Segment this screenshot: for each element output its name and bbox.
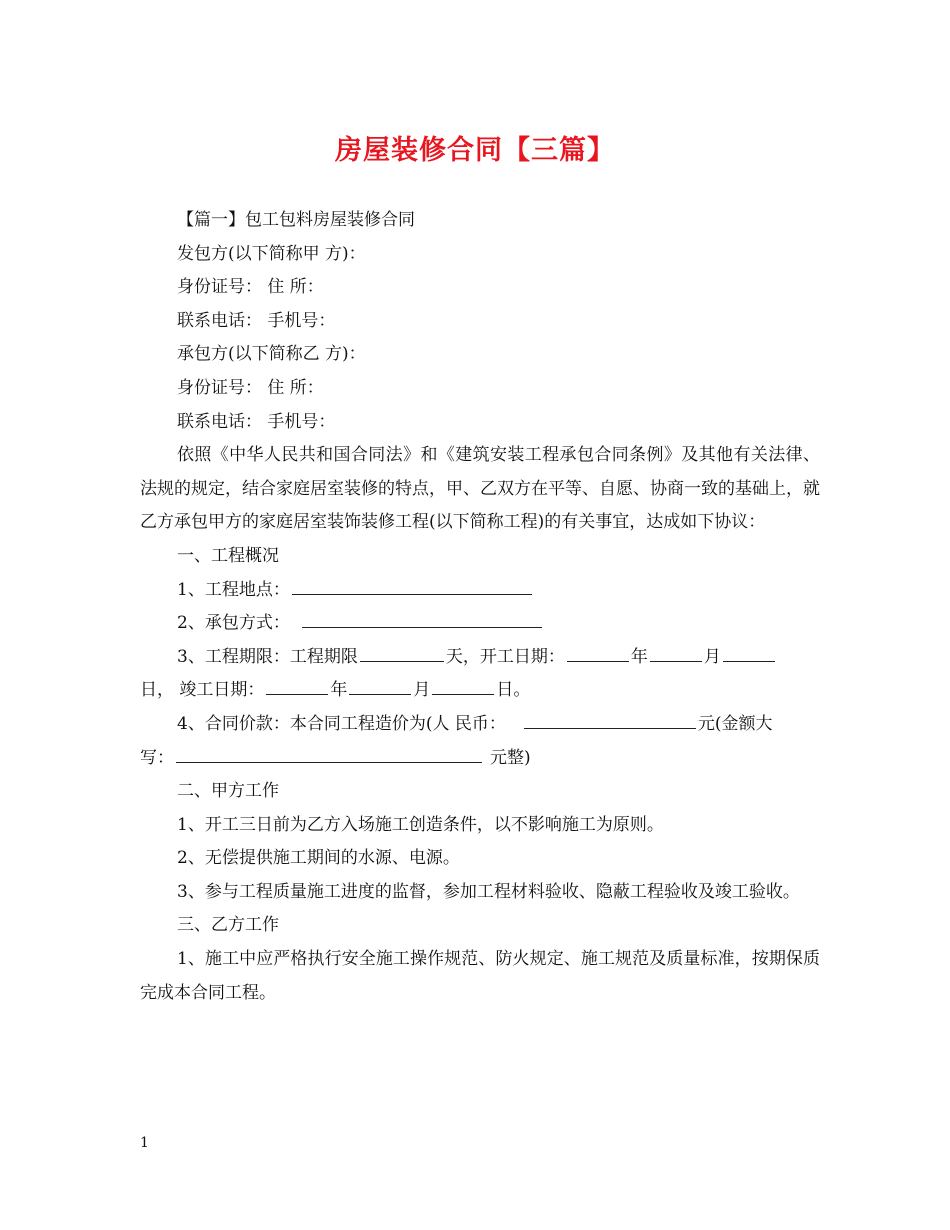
item-contract-mode — [140, 607, 820, 641]
section-one-heading: 一、工程概况 — [177, 545, 279, 566]
blank-line — [176, 744, 482, 763]
blank-line — [292, 576, 532, 595]
section-two-heading: 二、甲方工作 — [177, 781, 279, 802]
item-project-location — [140, 574, 820, 608]
party-b-id-line: 身份证号： 住 所： — [177, 377, 324, 398]
party-a-duty-3: 3、参与工程质量施工进度的监督，参加工程材料验收、隐蔽工程验收及竣工验收。 — [177, 881, 800, 902]
party-a-id-line: 身份证号： 住 所： — [177, 277, 324, 298]
item-label: 1、工程地点： — [177, 579, 290, 600]
party-a-line: 发包方(以下简称甲 方)： — [177, 243, 366, 264]
blank-line — [567, 643, 629, 662]
page-number: 1 — [140, 1135, 149, 1151]
blank-line — [266, 676, 328, 695]
section-heading-part-one: 【篇一】包工包料房屋装修合同 — [177, 210, 415, 230]
party-b-contact-line: 联系电话： 手机号： — [177, 411, 336, 432]
item-label: 4、合同价款：本合同工程造价为(人 民币： — [177, 713, 506, 734]
blank-line — [349, 676, 411, 695]
document-body — [140, 204, 820, 1010]
party-a-duty-1: 1、开工三日前为乙方入场施工创造条件，以不影响施工为原则。 — [177, 814, 664, 835]
preamble-paragraph: 依照《中华人民共和国合同法》和《建筑安装工程承包合同条例》及其他有关法律、法规的规定，结合家庭居室装修的特点，甲、乙双方在平等、自愿、协商一致的基础上，就乙方承包甲方的家庭居室装饰装修工程(以下简称工程)的有关事宜，达成如下协议： — [140, 445, 820, 533]
item-contract-price: 4、合同价款：本合同工程造价为(人 民币： 元(金额大 — [140, 708, 820, 742]
item-contract-price-capital: 写： 元整) — [140, 742, 820, 776]
blank-line — [360, 643, 444, 662]
section-three-heading: 三、乙方工作 — [177, 915, 279, 936]
item-label: 2、承包方式： — [177, 613, 290, 634]
blank-line — [302, 609, 542, 628]
party-a-contact-line: 联系电话： 手机号： — [177, 310, 336, 331]
item-project-duration: 3、工程期限：工程期限 天，开工日期： 年 月 — [140, 641, 820, 675]
item-label: 3、工程期限：工程期限 — [177, 646, 358, 667]
blank-line — [432, 676, 494, 695]
blank-line — [524, 710, 696, 729]
party-b-duty-1: 1、施工中应严格执行安全施工操作规范、防火规定、施工规范及质量标准，按期保质完成本合同工程。 — [140, 949, 820, 1003]
party-b-line: 承包方(以下简称乙 方)： — [177, 344, 366, 365]
blank-line — [650, 643, 702, 662]
item-completion-date: 日， 竣工日期： 年 月 日。 — [140, 674, 820, 708]
party-a-duty-2: 2、无偿提供施工期间的水源、电源。 — [177, 848, 460, 869]
document-title: 房屋装修合同【三篇】 — [335, 135, 615, 166]
blank-line — [723, 643, 775, 662]
